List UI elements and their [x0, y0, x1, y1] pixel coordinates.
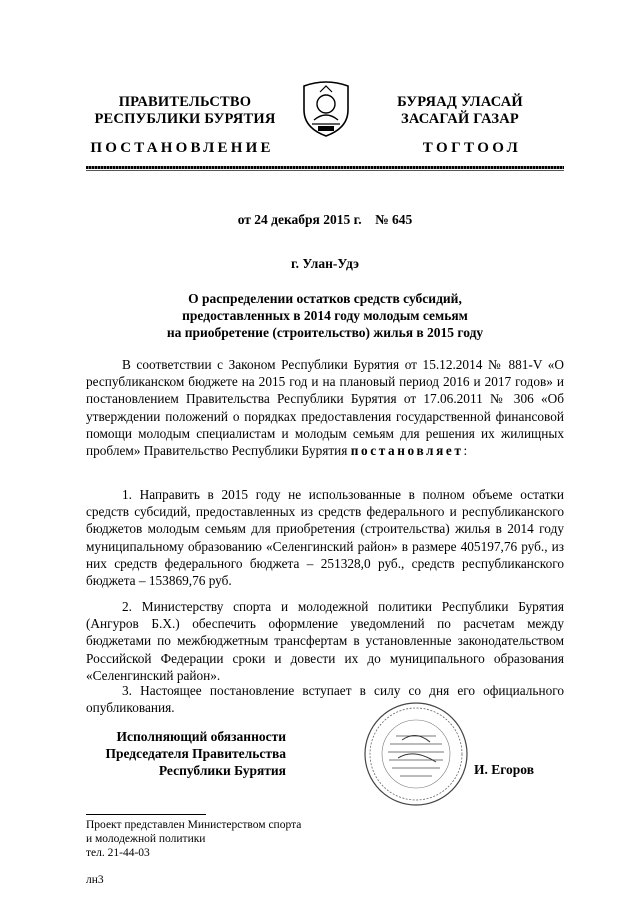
signatory-line: Исполняющий обязанности — [116, 729, 286, 744]
signatory-title — [86, 728, 286, 779]
header-right-block — [372, 94, 548, 128]
header-right-line2: ЗАСАГАЙ ГАЗАР — [401, 111, 519, 127]
title-line: предоставленных в 2014 году молодым семьям — [182, 308, 468, 323]
preamble-colon: : — [463, 443, 468, 459]
clause-2-text: 2. Министерству спорта и молодежной политики Республики Бурятия (Ангуров Б.Х.) обеспечить оформление уведомлений по расчетам между бюджетами по межбюджетным трансфертам в установленные законодательством Российской Федерации сроки и довести их до муниципального образования «Селенгинский район». — [86, 599, 564, 683]
document-date-number: от 24 декабря 2015 г. № 645 — [237, 212, 413, 227]
signatory-line: Председателя Правительства — [105, 746, 286, 761]
footer-divider — [86, 814, 206, 815]
signatory-line: Республики Бурятия — [158, 763, 286, 778]
preamble-paragraph — [86, 356, 564, 459]
footer-code: лн3 — [86, 874, 104, 886]
preamble-text: В соответствии с Законом Республики Бурятия от 15.12.2014 № 881-V «О республиканском бюджете на 2015 год и на плановый период 2016 и 2017 годов» и постановлением Правительства Республики Бурятия от 17.06.2011 № 306 «Об утверждении положений о порядках предоставления государственной финансовой помощи молодым специалистам и молодым семьям для решения их жилищных проблем» Правительство Республики Бурятия — [86, 357, 564, 459]
footer-note — [86, 818, 386, 860]
header-left-line1: ПРАВИТЕЛЬСТВО — [118, 94, 252, 110]
footer-line: Проект представлен Министерством спорта — [86, 819, 302, 831]
header-divider — [86, 166, 564, 169]
signatory-name: И. Егоров — [474, 762, 535, 777]
document-title — [86, 290, 564, 341]
header-right-kind: ТОГТООЛ — [422, 140, 522, 156]
clause-1-text: 1. Направить в 2015 году не использованные в полном объеме остатки средств субсидий, предоставленных из средств федерального и республиканского бюджетов молодым семьям для приобретения (строительства) жилья в 2014 году муниципальному образованию «Селенгинский район» в размере 405197,76 руб., из них средств федерального бюджета – 251328,0 руб., средств республиканского бюджета – 153869,76 руб. — [86, 487, 564, 589]
clause-3 — [86, 682, 564, 716]
document-city: г. Улан-Удэ — [291, 256, 359, 271]
header-left-block — [86, 94, 284, 128]
resolves-word: постановляет — [350, 443, 464, 459]
clause-1 — [86, 486, 564, 589]
header-divider-thin — [86, 170, 564, 171]
coat-of-arms-emblem-icon — [300, 80, 352, 138]
header-left-line2: РЕСПУБЛИКИ БУРЯТИЯ — [94, 111, 276, 127]
header-right-line1: БУРЯАД УЛАСАЙ — [397, 94, 523, 110]
footer-line: и молодежной политики — [86, 833, 206, 845]
clause-2 — [86, 598, 564, 684]
title-line: О распределении остатков средств субсидий, — [188, 291, 462, 306]
title-line: на приобретение (строительство) жилья в 2015 году — [166, 325, 484, 340]
header-left-kind: ПОСТАНОВЛЕНИЕ — [90, 140, 274, 156]
official-round-stamp-icon — [362, 700, 470, 808]
footer-phone: тел. 21-44-03 — [86, 847, 150, 859]
clause-3-text: 3. Настоящее постановление вступает в силу со дня его официального опубликования. — [86, 683, 564, 716]
